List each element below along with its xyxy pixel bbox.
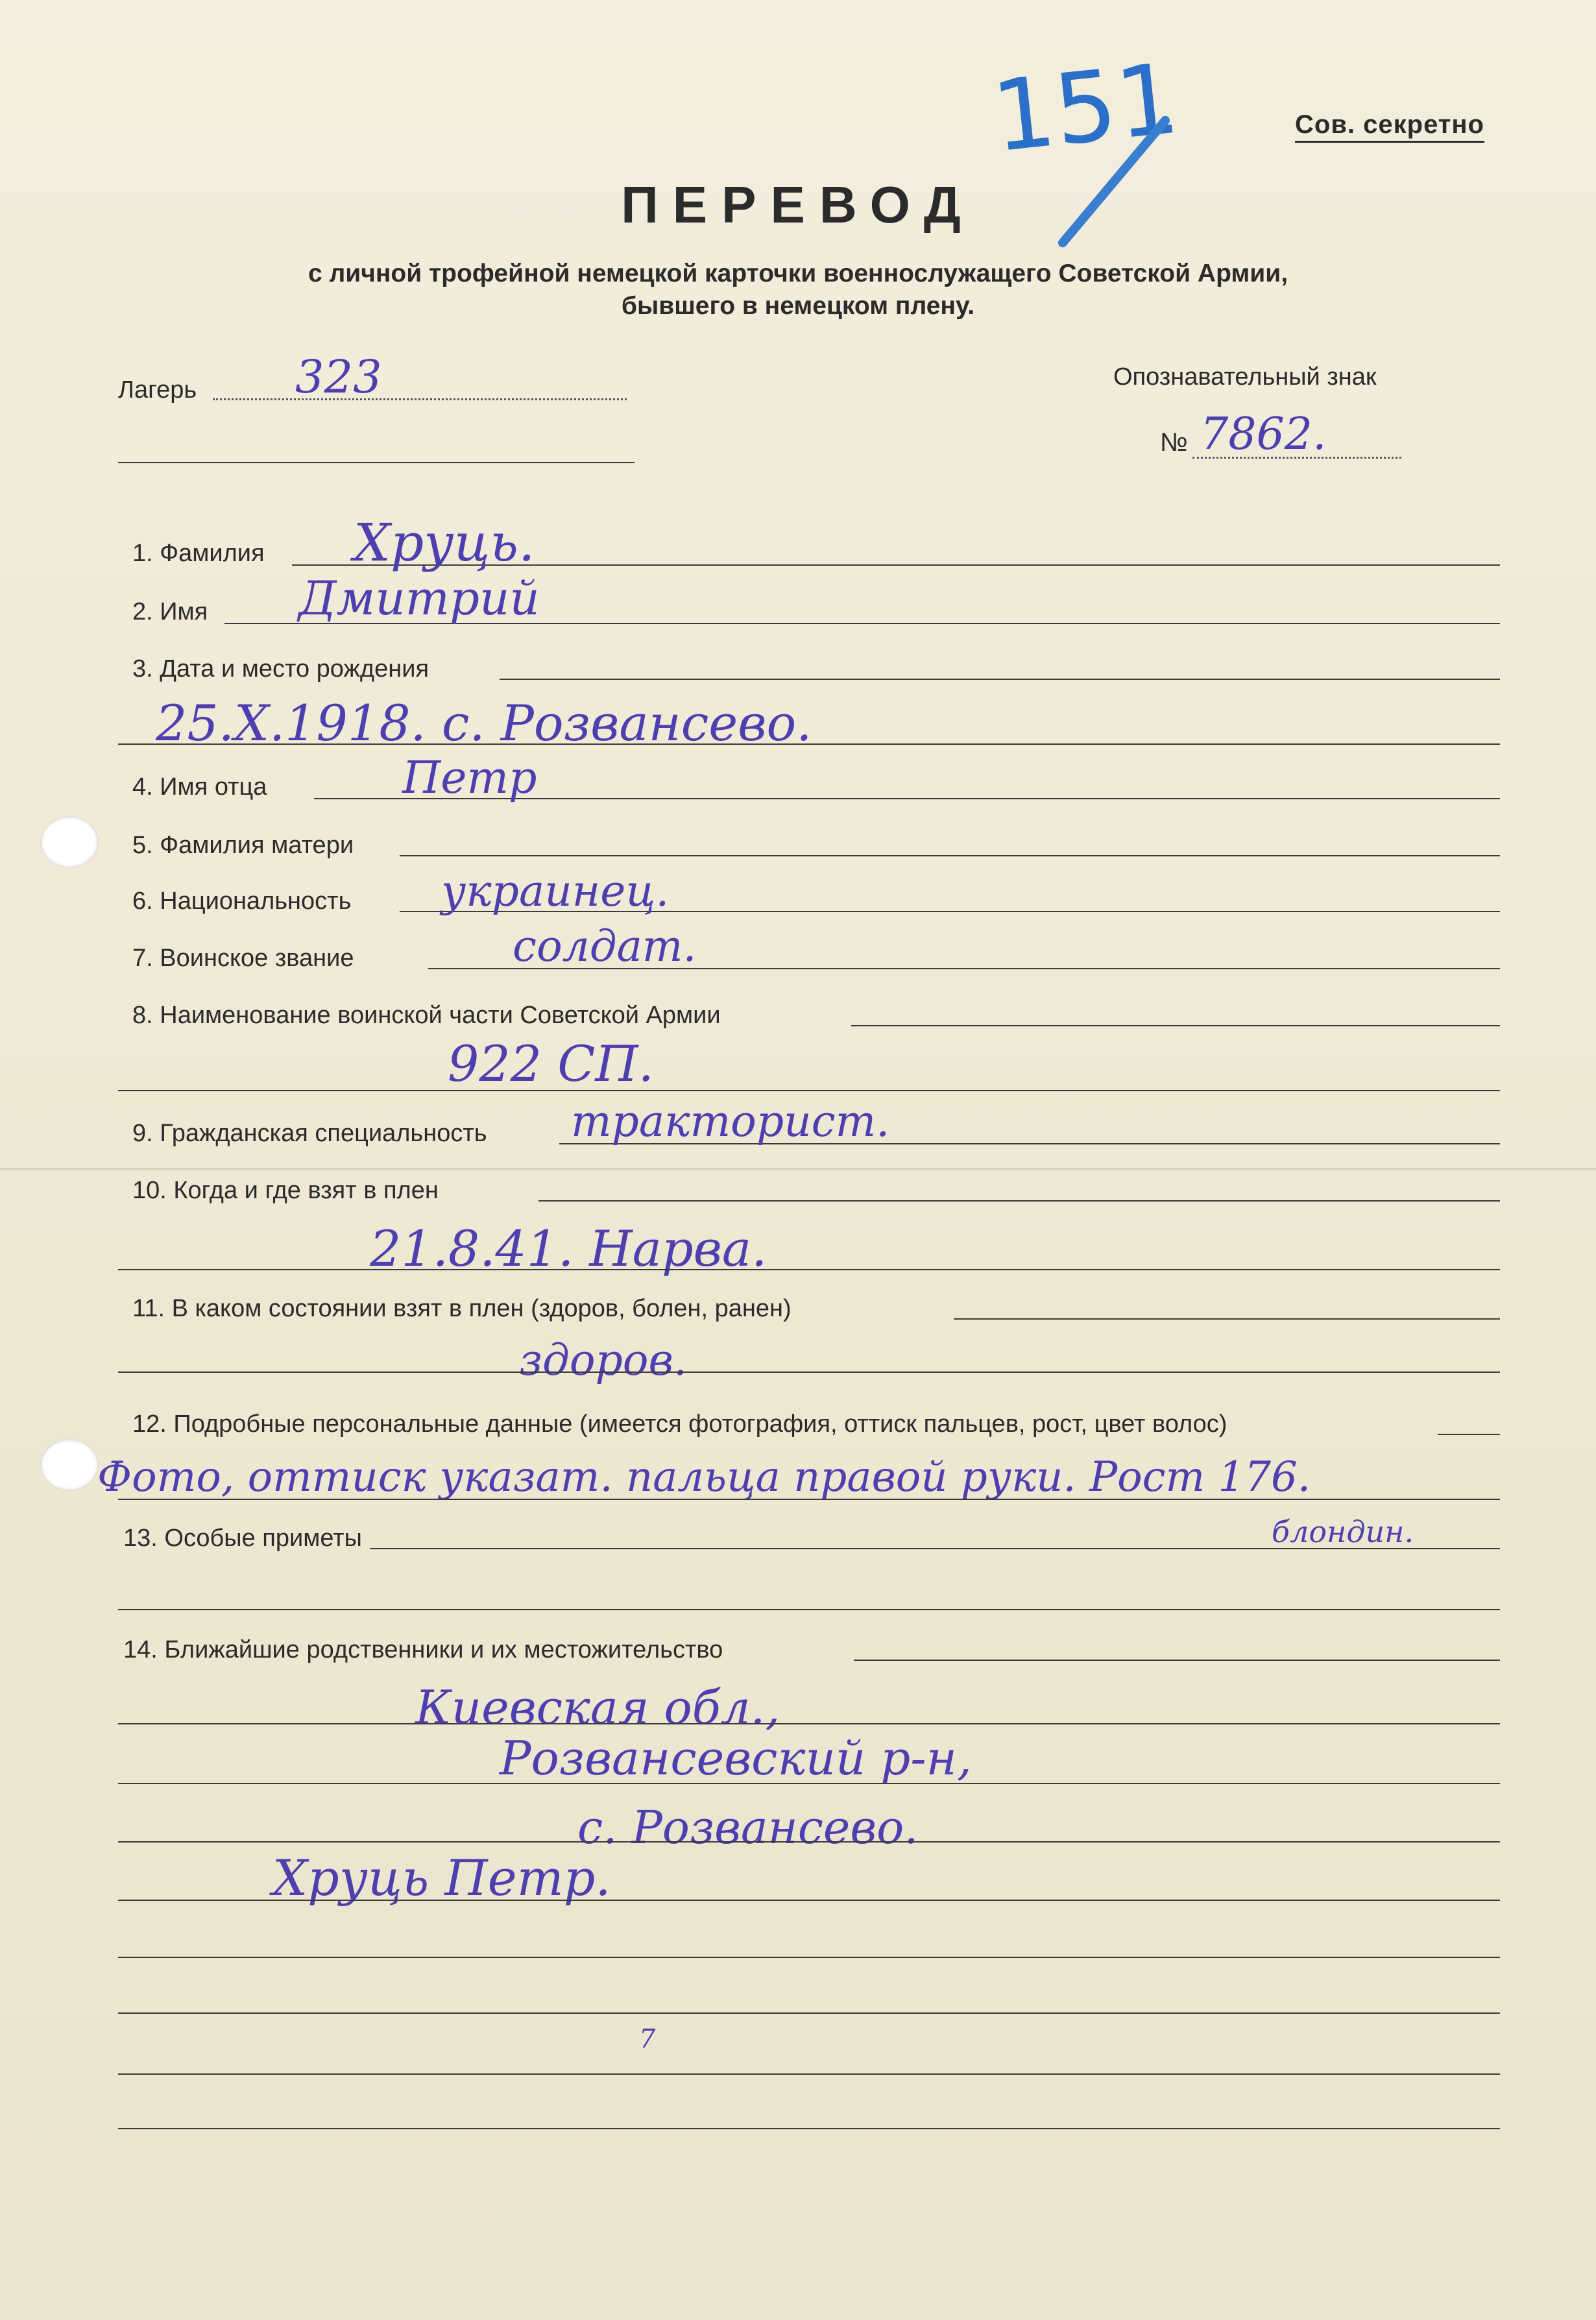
field-3-label: 3. Дата и место рождения — [132, 655, 429, 683]
field-11-second-line — [118, 1371, 1500, 1373]
field-12-value: Фото, оттиск указат. пальца правой руки. Рост 176. — [97, 1453, 1311, 1501]
camp-label: Лагерь — [118, 376, 197, 404]
field-12-second-line — [118, 1499, 1500, 1500]
field-14-value-line-3: с. Розвансево. — [577, 1801, 919, 1854]
field-3-second-line — [118, 743, 1500, 745]
field-8-label: 8. Наименование воинской части Советской Армии — [132, 1002, 721, 1029]
field-4-label: 4. Имя отца — [132, 773, 267, 801]
field-10-label: 10. Когда и где взят в плен — [132, 1177, 439, 1204]
field-3-line — [500, 679, 1500, 680]
field-8-value: 922 СП. — [448, 1035, 654, 1093]
camp-dotted-line — [213, 398, 627, 400]
field-11-line — [954, 1318, 1500, 1320]
field-5-label: 5. Фамилия матери — [132, 832, 354, 859]
field-10-second-line — [118, 1269, 1500, 1270]
field-10-line — [538, 1200, 1500, 1202]
camp-extra-line — [118, 462, 635, 463]
field-5-line — [400, 855, 1500, 856]
field-14-line-8 — [118, 2073, 1500, 2075]
field-14-line-7 — [118, 2012, 1500, 2014]
field-14-value-line-1: Киевская обл., — [415, 1680, 780, 1735]
field-2-label: 2. Имя — [132, 598, 208, 625]
subtitle-line-2: бывшего в немецком плену. — [621, 292, 975, 320]
field-6-label: 6. Национальность — [132, 888, 352, 915]
field-14-value-line-2: Розвансевский р-н, — [500, 1731, 972, 1785]
field-14-line-6 — [118, 1957, 1500, 1958]
field-14-line-9 — [118, 2128, 1500, 2129]
field-7-value: солдат. — [513, 921, 697, 971]
stray-ink-mark: 7 — [639, 2024, 656, 2054]
field-11-label: 11. В каком состоянии взят в плен (здоров, болен, ранен) — [132, 1295, 792, 1322]
id-tag-label: Опознавательный знак — [1113, 363, 1377, 391]
field-9-value: тракторист. — [571, 1096, 890, 1146]
document-title: ПЕРЕВОД — [621, 176, 975, 234]
classification-stamp: Сов. секретно — [1295, 110, 1484, 143]
field-12-label: 12. Подробные персональные данные (имеется фотография, оттиск пальцев, рост, цвет волос) — [132, 1410, 1227, 1438]
field-10-value: 21.8.41. Нарва. — [370, 1220, 768, 1277]
subtitle-line-1: с личной трофейной немецкой карточки военнослужащего Советской Армии, — [308, 260, 1288, 287]
field-4-value: Петр — [402, 753, 537, 804]
field-13-second-line — [118, 1609, 1500, 1610]
id-tag-number: 7862. — [1200, 409, 1327, 460]
punch-hole-bottom — [40, 1439, 99, 1491]
field-14-label: 14. Ближайшие родственники и их местожительство — [123, 1636, 723, 1663]
field-13-label: 13. Особые приметы — [123, 1525, 362, 1552]
field-8-second-line — [118, 1090, 1500, 1091]
archive-number: 151 — [987, 42, 1184, 175]
field-14-line-3 — [118, 1783, 1500, 1784]
field-14-line-5 — [118, 1900, 1500, 1901]
field-14-value-line-4: Хруць Петр. — [272, 1849, 611, 1907]
field-13-value: блондин. — [1272, 1514, 1414, 1549]
field-1-label: 1. Фамилия — [132, 540, 265, 567]
camp-value: 323 — [295, 350, 382, 404]
field-3-value: 25.X.1918. с. Розвансево. — [156, 694, 812, 752]
field-8-line — [851, 1025, 1500, 1026]
field-9-label: 9. Гражданская специальность — [132, 1120, 487, 1147]
field-11-value: здоров. — [519, 1335, 687, 1385]
paper-fold — [0, 1168, 1596, 1170]
punch-hole-top — [40, 816, 99, 868]
field-6-value: украинец. — [441, 866, 670, 916]
field-1-value: Хруць. — [354, 513, 535, 573]
field-14-line — [854, 1660, 1500, 1661]
id-tag-number-prefix: № — [1160, 428, 1188, 457]
field-7-label: 7. Воинское звание — [132, 945, 354, 972]
field-14-line-2 — [118, 1723, 1500, 1724]
field-12-line — [1438, 1434, 1500, 1435]
field-14-line-4 — [118, 1841, 1500, 1843]
field-2-value: Дмитрий — [298, 571, 540, 625]
